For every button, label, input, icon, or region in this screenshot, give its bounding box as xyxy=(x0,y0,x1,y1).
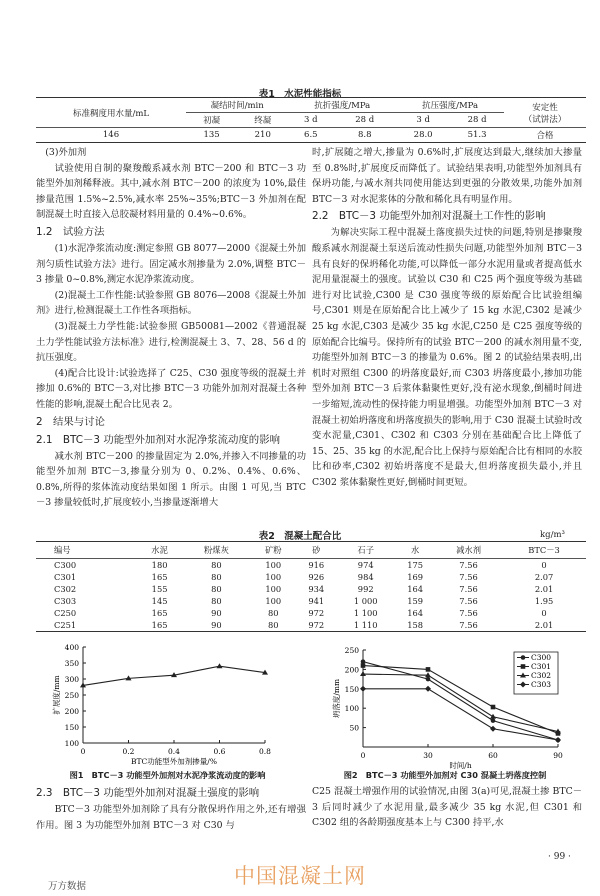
page-number: · 99 · xyxy=(548,852,571,862)
table1-header-flex3: 3 d xyxy=(304,115,318,125)
table2-cell: 80 xyxy=(211,596,222,606)
table2-cell: 916 xyxy=(308,560,325,570)
table1-cell: 135 xyxy=(186,128,237,143)
table2-cell: 2.07 xyxy=(534,572,554,582)
table1-header-final: 终凝 xyxy=(254,116,272,126)
table2-cell: 145 xyxy=(151,596,168,606)
x-axis-label: 时间/h xyxy=(449,761,472,770)
figure2-slump-chart xyxy=(330,640,590,770)
right-column-top xyxy=(312,145,582,490)
watermark: 中国混凝土网 xyxy=(234,864,366,888)
y-axis-label: 坍落度/mm xyxy=(332,678,341,719)
paragraph: 为解决实际工程中混凝土落度损失过快的问题,特别是掺聚羧酸系减水剂混凝土泵送后流动性损失问题,功能型外加剂 BTC－3 具有良好的保坍稀化功能,可以降低一部分水泥用量或者提高低水泥用量混凝土的强度。试验以 C30 和 C25 两个强度等级为基础进行对比试验,C300 是 C30 强度等级的原始配合比试验组编号,C301 则是在原始配合比上减少了 15 kg 水泥,C302 是减少 25 kg 水泥,C303 是减少 35 kg 水泥,C250 是 C25 强度等级的原始配合比编号。保持所有的试验 BTC－200 的减水剂用量不变,功能型外加剂 BTC－3 的掺量为 0.6%。图 2 的试验结果表明,出机时对照组 C300 的坍落度最好,而 C303 坍落度最小,掺加功能型外加剂 BTC－3 后浆体黏聚性更好,没有泌水现象,倒桶时间进一步缩短,流动性的保持能力明显增强。功能型外加剂 BTC－3 对混凝土初始坍落度和坍落度损失的影响,用于 C30 混凝土试验时改变水泥量,C301、C302 和 C303 分别在基础配合比上降低了 15、25、35 kg 的水泥,配合比上保持与原始配合比有相同的水胶比和砂率,C302 初始坍落度不是最大,但坍落度损失最小,并且 C302 浆体黏聚性更好,倒桶时间更短。 xyxy=(312,227,582,488)
section-heading: 2 结果与讨论 xyxy=(36,415,105,428)
table2-cell: 169 xyxy=(407,572,424,582)
y-tick-label: 150 xyxy=(64,723,79,732)
table2-cell: 164 xyxy=(407,608,424,618)
table1-header-soundness: 安定性 （试饼法） xyxy=(523,102,567,125)
table2-cell: 7.56 xyxy=(459,608,478,618)
y-tick-label: 200 xyxy=(344,665,359,675)
table2-cell: 972 xyxy=(308,620,325,630)
x-tick-label: 0.8 xyxy=(259,747,271,756)
table2-cell: 1 100 xyxy=(353,608,378,618)
table2-cell: 80 xyxy=(211,584,222,594)
legend-label: C302 xyxy=(531,671,552,680)
legend-marker xyxy=(521,655,526,660)
table2-cell: 0 xyxy=(541,608,547,618)
table2-cell: 100 xyxy=(265,584,282,594)
table1-cell: 合格 xyxy=(504,128,586,143)
table2-cell: 100 xyxy=(265,560,282,570)
legend-label: C300 xyxy=(531,653,552,662)
table2-unit: kg/m³ xyxy=(540,530,565,540)
table2-cell: 0 xyxy=(541,560,547,570)
y-tick-label: 200 xyxy=(64,707,79,716)
table1-header-comp28: 28 d xyxy=(467,115,487,125)
table2-cell: 159 xyxy=(407,596,424,606)
table2-cell: 80 xyxy=(267,608,279,618)
table1-header-water: 标准稠度用水量/mL xyxy=(72,108,150,119)
table2-cell: 7.56 xyxy=(459,560,478,570)
figure1-caption: 图1 BTC－3 功能型外加剂对水泥净浆流动度的影响 xyxy=(69,770,266,780)
data-point xyxy=(490,714,496,719)
table1-row xyxy=(36,128,586,143)
paragraph: BTC－3 功能型外加剂除了具有分散保坍作用之外,还有增强作用。图 3 为功能型外加剂 BTC－3 对 C30 与 xyxy=(36,804,306,831)
figure1-flow-chart xyxy=(40,640,300,770)
table2-cell: 934 xyxy=(308,584,325,594)
table1-cell: 146 xyxy=(36,128,186,143)
x-tick-label: 60 xyxy=(488,751,498,760)
data-point xyxy=(360,686,366,692)
paragraph: (3)混凝土力学性能:试验参照 GB50081—2002《普通混凝土力学性能试验方法标准》进行,检测混凝土 3、7、28、56 d 的抗压强度。 xyxy=(36,320,306,364)
table2-header-cell: 石子 xyxy=(336,542,395,559)
data-point xyxy=(555,737,561,743)
table2-cell: 180 xyxy=(151,560,168,570)
table2-row xyxy=(36,559,586,572)
paragraph: 减水剂 BTC－200 的掺量固定为 2.0%,并掺入不同掺量的功能型外加剂 BTC－3,掺量分别为 0、0.2%、0.4%、0.6%、0.8%,所得的浆体流动度结果如图 1 所示。由图 1 可见,当 BTC－3 掺量较低时,扩展度较小,当掺量逐渐增大 xyxy=(36,450,306,509)
table2-cell: 984 xyxy=(357,572,374,582)
table2-header-cell: 砂 xyxy=(296,542,336,559)
table2-cell: 992 xyxy=(357,584,374,594)
table1-header-flexural: 抗折强度/MPa xyxy=(288,98,396,113)
x-tick-label: 0.2 xyxy=(122,747,135,756)
data-point xyxy=(425,686,431,692)
y-tick-label: 400 xyxy=(64,643,79,652)
table2-cell: C301 xyxy=(54,572,77,582)
paragraph: (2)混凝土工作性能:试验参照 GB 8076—2008《混凝土外加剂》进行,检测混凝土工作性各项指标。 xyxy=(36,289,306,317)
table1-cell: 8.8 xyxy=(333,128,396,143)
section-heading: 2.2 BTC－3 功能型外加剂对混凝土工作性的影响 xyxy=(312,210,546,223)
table2-cell: C250 xyxy=(54,608,77,618)
legend-label: C303 xyxy=(531,680,552,689)
table2-cell: 158 xyxy=(407,620,424,630)
right-column-bottom xyxy=(312,784,582,831)
table2-header-cell: 编号 xyxy=(36,542,136,559)
table2-row xyxy=(36,619,586,632)
paragraph: (4)配合比设计:试验选择了 C25、C30 强度等级的混凝土并掺加 0.6%的 BTC－3,对比掺 BTC－3 功能外加剂对混凝土各种性能的影响,混凝土配合比见表 2。 xyxy=(36,367,306,410)
table2-cell: 972 xyxy=(308,608,325,618)
table2-mix-proportions xyxy=(36,541,586,632)
data-point xyxy=(491,705,496,710)
table2-cell: 165 xyxy=(151,608,168,618)
table1-header-compressive: 抗压强度/MPa xyxy=(396,98,504,113)
x-axis-label: BTC功能型外加剂掺量/% xyxy=(131,757,217,766)
table2-cell: 7.56 xyxy=(459,572,478,582)
table2-cell: 80 xyxy=(211,572,222,582)
table1-title: 表1 水泥性能指标 xyxy=(258,89,342,100)
table2-header-cell: 水泥 xyxy=(136,542,182,559)
legend-label: C301 xyxy=(531,662,552,671)
table2-cell: 7.56 xyxy=(459,620,478,630)
table1-cell: 28.0 xyxy=(396,128,450,143)
source-label: 万方数据 xyxy=(48,881,87,892)
table1-header-initial: 初凝 xyxy=(203,116,221,126)
table2-cell: 165 xyxy=(151,572,168,582)
table1-cell: 51.3 xyxy=(450,128,504,143)
paragraph: 试验使用自制的聚羧酸系减水剂 BTC－200 和 BTC－3 功能型外加剂稀释液。其中,减水剂 BTC－200 的浓度为 10%,最佳掺量范围 1.5%~2.5%,减水率 25%~35%;BTC－3 外加剂在配制混凝土时直接入总胶凝材料用量的 0.4%~0.6%。 xyxy=(36,162,306,221)
table2-cell: 7.56 xyxy=(459,584,478,594)
table2-cell: C303 xyxy=(54,596,77,606)
table2-cell: 926 xyxy=(308,572,325,582)
y-tick-label: 250 xyxy=(344,646,359,655)
table2-row xyxy=(36,583,586,595)
x-tick-label: 0.6 xyxy=(213,747,226,756)
table2-cell: C302 xyxy=(54,584,77,594)
section-heading: 1.2 试验方法 xyxy=(36,225,105,238)
data-point xyxy=(490,726,496,732)
table2-cell: 2.01 xyxy=(534,584,554,594)
data-point xyxy=(426,677,431,682)
table2-cell: 80 xyxy=(267,620,279,630)
table1-cell: 210 xyxy=(237,128,288,143)
table2-title: 表2 混凝土配合比 xyxy=(258,531,342,542)
table2-header-cell: BTC－3 xyxy=(502,542,586,559)
table2-cell: 100 xyxy=(265,572,282,582)
table2-header-cell: 矿粉 xyxy=(250,542,296,559)
table2-header-cell: 粉煤灰 xyxy=(183,542,250,559)
table2-cell: 941 xyxy=(308,596,325,606)
paragraph: (1)水泥净浆流动度:测定参照 GB 8077—2000《混凝土外加剂匀质性试验方法》进行。固定减水剂掺量为 2.0%,调整 BTC－3 掺量 0~0.8%,测定水泥净浆流动度。 xyxy=(36,242,306,286)
table2-cell: 164 xyxy=(407,584,424,594)
table2-cell: 100 xyxy=(265,596,282,606)
table1-cell: 6.5 xyxy=(288,128,333,143)
y-tick-label: 150 xyxy=(344,684,359,694)
table2-cell: 80 xyxy=(211,560,222,570)
x-tick-label: 0 xyxy=(80,747,86,756)
data-point xyxy=(217,663,223,668)
table2-header-cell: 水 xyxy=(395,542,435,559)
table1-header-setting: 凝结时间/min xyxy=(186,98,288,113)
x-tick-label: 0.4 xyxy=(168,747,180,756)
y-tick-label: 100 xyxy=(64,739,79,748)
table2-cell: C251 xyxy=(54,620,77,630)
table1-header-comp3: 3 d xyxy=(416,115,430,125)
table2-cell: 90 xyxy=(211,620,222,630)
x-tick-label: 30 xyxy=(423,751,433,760)
table1-header-flex28: 28 d xyxy=(355,115,375,125)
table2-header-row xyxy=(36,542,586,559)
data-point xyxy=(361,663,366,668)
left-column-top xyxy=(36,145,306,511)
y-tick-label: 350 xyxy=(64,659,79,668)
table2-cell: 165 xyxy=(151,620,168,630)
data-point xyxy=(491,718,496,723)
table2-cell: 1 000 xyxy=(353,596,378,606)
y-tick-label: 100 xyxy=(344,704,359,714)
paragraph: (3)外加剂 xyxy=(45,147,87,158)
table2-header-cell: 减水剂 xyxy=(435,542,502,559)
figure2-caption: 图2 BTC－3 功能型外加剂对 C30 混凝土坍落度控制 xyxy=(343,770,547,780)
section-heading: 2.1 BTC－3 功能型外加剂对水泥净浆流动度的影响 xyxy=(36,433,280,446)
paragraph: 时,扩展随之增大,掺量为 0.6%时,扩展度达到最大,继续加大掺量至 0.8%时,扩展度反而降低了。试验结果表明,功能型外加剂具有保坍功能,与减水剂共同使用能达到更强的分散效果,功能外加剂 BTC－3 对水泥浆体的分散和稀化具有明显作用。 xyxy=(312,147,582,205)
legend-marker xyxy=(521,664,526,669)
table2-cell: 974 xyxy=(357,560,374,570)
table2-cell: C300 xyxy=(54,560,77,570)
x-tick-label: 0 xyxy=(360,751,366,760)
y-tick-label: 50 xyxy=(349,723,359,733)
y-tick-label: 300 xyxy=(64,675,79,684)
left-column-bottom xyxy=(36,784,306,833)
table2-cell: 7.56 xyxy=(459,596,478,606)
table2-row xyxy=(36,607,586,619)
data-point xyxy=(426,667,431,672)
table2-cell: 175 xyxy=(407,560,424,570)
x-tick-label: 90 xyxy=(553,751,563,760)
paragraph: C25 混凝土增强作用的试验情况,由图 3(a)可见,混凝土掺 BTC－3 后同时减少了水泥用量,最多减少 35 kg 水泥,但 C301 和 C302 组的各龄期强度基本上与 C300 持平,水 xyxy=(312,786,582,829)
table2-row xyxy=(36,571,586,583)
table2-cell: 155 xyxy=(151,584,168,594)
table2-cell: 1 110 xyxy=(353,620,378,630)
table2-cell: 90 xyxy=(211,608,222,618)
table2-row xyxy=(36,595,586,607)
section-heading: 2.3 BTC－3 功能型外加剂对混凝土强度的影响 xyxy=(36,787,260,799)
table2-cell: 2.01 xyxy=(534,620,554,630)
table2-cell: 1.95 xyxy=(534,596,554,606)
table1-cement-properties xyxy=(36,97,586,143)
y-tick-label: 250 xyxy=(64,691,79,700)
y-axis-label: 扩展度/mm xyxy=(52,675,61,715)
